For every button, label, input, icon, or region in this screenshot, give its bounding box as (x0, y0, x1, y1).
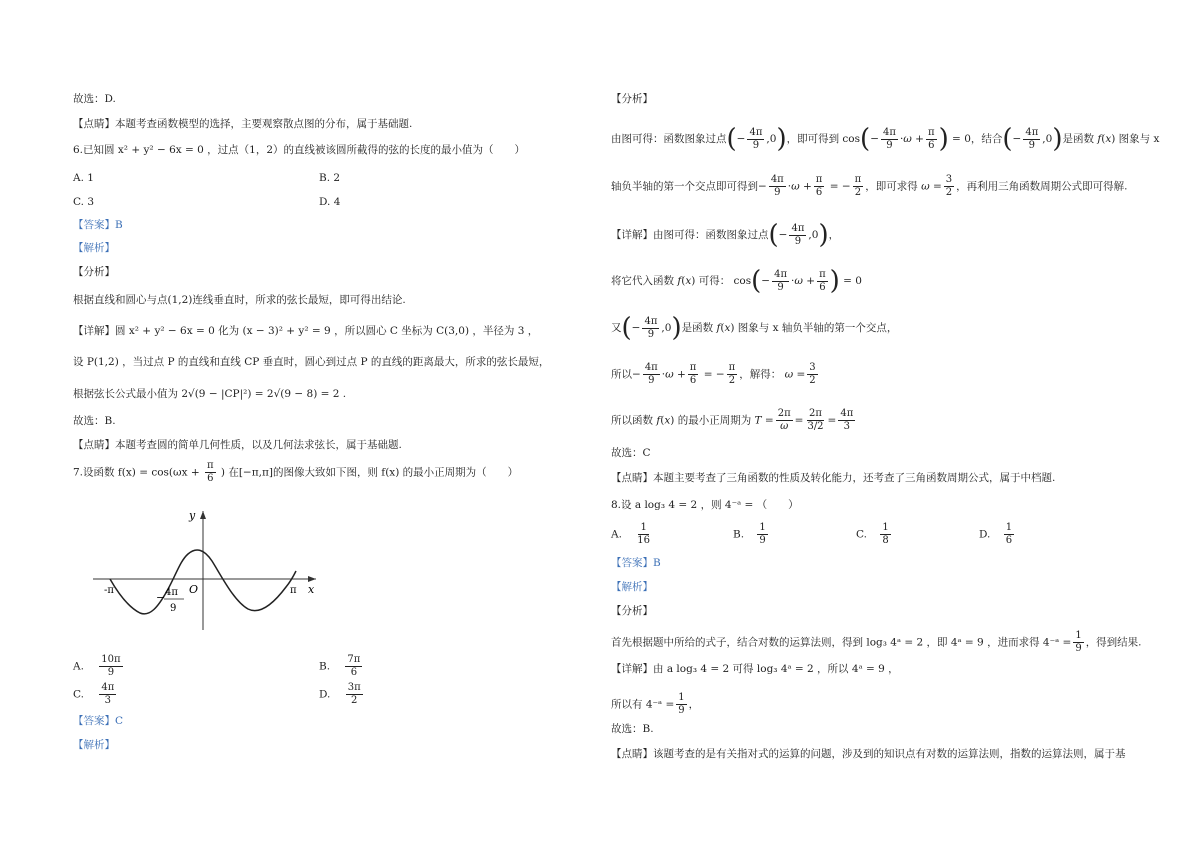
fenxi-7-line2: 轴负半轴的第一个交点即可得到− $\frac{4\pi}{9}$ ·ω + $\frac{\pi}{6}$ = − $\frac{\pi}{2}$ ，即可求得 ω = $\frac{3}{2}$ ，再利用三角函数周期公式即可得解. (611, 174, 1128, 198)
detail-6b: 设 P(1,2) ，当过点 P 的直线和直线 CP 垂直时，圆心到过点 P 的直线的距离最大，所求的弦长最短， (73, 356, 550, 368)
q7-pi-over-6: $\frac{\pi}{6}$ (206, 460, 214, 484)
conclusion-5: 故选：D. (73, 93, 116, 105)
q8-option-d: D. $\frac{1}{6}$ (979, 522, 1013, 546)
q8-option-b: B. $\frac{1}{9}$ (733, 522, 766, 546)
detail-7-line3: 又(− $\frac{4\pi}{9}$ ,0)是函数 f(x) 图象与 x 轴负半轴的第一个交点， (611, 313, 898, 343)
answer-7: 【答案】C (73, 715, 124, 727)
pi-label: π (290, 585, 297, 596)
mark-neg-sign: − (156, 591, 166, 604)
fenxi-8-text: 首先根据题中所给的式子，结合对数的运算法则，得到 log₃ 4ᵃ = 2 ，即 4ᵃ = 9 ，进而求得 4⁻ᵃ = $\frac{1}{9}$ ，得到结果. (611, 630, 1142, 654)
answer-8: 【答案】B (611, 557, 661, 569)
detail-7-line5: 所以函数 f(x) 的最小正周期为 T = $\frac{2\pi}{\omega}$ = $\frac{2\pi}{3/2}$ = $\frac{4\pi}{3}$ (611, 408, 854, 432)
detail-7-line4: 所以− $\frac{4\pi}{9}$ ·ω + $\frac{\pi}{6}$ = − $\frac{\pi}{2}$ ，解得： ω = $\frac{3}{2}$ (611, 362, 816, 386)
analysis-6: 【解析】 (73, 242, 115, 254)
fenxi-7-line1: 由图可得：函数图象过点(− $\frac{4\pi}{9}$ ,0)，即可得到 cos(− $\frac{4\pi}{9}$ ·ω + $\frac{\pi}{6}$ ) = 0，结合(− $\frac{4\pi}{9}$ ,0)是函数 f(x) 图象与 x (611, 124, 1160, 154)
q8-option-a: A. $\frac{1}{16}$ (611, 522, 650, 546)
q6-option-b: B. 2 (319, 172, 341, 184)
detail-7-line2: 将它代入函数 f(x) 可得： cos(− $\frac{4\pi}{9}$ ·ω + $\frac{\pi}{6}$ ) = 0 (611, 266, 862, 296)
conclusion-7: 故选：C (611, 447, 651, 459)
fenxi-6-text: 根据直线和圆心与点(1,2)连线垂直时，所求的弦长最短，即可得出结论. (73, 294, 406, 306)
mark-denominator: 9 (170, 603, 177, 614)
origin-label: O (189, 583, 199, 596)
conclusion-6: 故选：B. (73, 415, 116, 427)
fenxi-7: 【分析】 (611, 93, 653, 105)
y-axis-label: y (189, 509, 196, 522)
neg-pi-label: -π (104, 585, 114, 596)
question-8: 8.设 a log₃ 4 = 2 ，则 4⁻ᵃ = （ ） (611, 499, 799, 511)
fenxi-6: 【分析】 (73, 266, 115, 278)
comment-6: 【点睛】本题考查圆的简单几何性质，以及几何法求弦长，属于基础题. (73, 439, 402, 451)
q6-option-c: C. 3 (73, 196, 95, 208)
detail-6c: 根据弦长公式最小值为 2√(9 − |CP|²) = 2√(9 − 8) = 2 . (73, 388, 347, 400)
q7-stem-start: 7.设函数 f(x) = cos(ωx + (73, 466, 200, 479)
conclusion-8: 故选：B. (611, 723, 654, 735)
comment-7: 【点睛】本题主要考查了三角函数的性质及转化能力，还考查了三角函数周期公式，属于中档题. (611, 472, 1056, 484)
question-7 (73, 460, 518, 485)
detail-6a: 【详解】圆 x² + y² − 6x = 0 化为 (x − 3)² + y² = 9 ，所以圆心 C 坐标为 C(3,0) ，半径为 3 ， (73, 325, 539, 337)
question-6: 6.已知圆 x² + y² − 6x = 0 ，过点（1，2）的直线被该圆所截得的弦的长度的最小值为（ ） (73, 144, 526, 156)
q6-option-d: D. 4 (319, 196, 341, 208)
mark-numerator: 4π (165, 587, 178, 598)
q7-option-d: D. $\frac{3\pi}{2}$ (319, 682, 361, 706)
detail-8: 【详解】由 a log₃ 4 = 2 可得 log₃ 4ᵃ = 2 ，所以 4ᵃ = 9 ， (611, 663, 899, 675)
cosine-graph (88, 505, 348, 635)
answer-6: 【答案】B (73, 219, 123, 231)
q8-option-c: C. $\frac{1}{8}$ (856, 522, 889, 546)
q7-stem-end: ) 在[−π,π]的图像大致如下图，则 f(x) 的最小正周期为（ ） (220, 466, 519, 479)
fenxi-8: 【分析】 (611, 605, 653, 617)
q7-option-a: A. $\frac{10\pi}{9}$ (73, 654, 121, 678)
comment-5: 【点睛】本题考查函数模型的选择，主要观察散点图的分布，属于基础题. (73, 118, 413, 130)
q6-option-a: A. 1 (73, 172, 94, 184)
q7-option-c: C. $\frac{4\pi}{3}$ (73, 682, 115, 706)
detail-8b: 所以有 4⁻ᵃ = $\frac{1}{9}$ ， (611, 692, 700, 716)
x-axis-label: x (308, 583, 315, 596)
analysis-7: 【解析】 (73, 739, 115, 751)
detail-7-line1: 【详解】由图可得：函数图象过点(− $\frac{4\pi}{9}$ ,0)， (611, 220, 840, 250)
q7-option-b: B. $\frac{7\pi}{6}$ (319, 654, 361, 678)
comment-8: 【点睛】该题考查的是有关指对式的运算的问题，涉及到的知识点有对数的运算法则，指数的运算法则，属于基 (611, 748, 1126, 760)
analysis-8: 【解析】 (611, 581, 653, 593)
